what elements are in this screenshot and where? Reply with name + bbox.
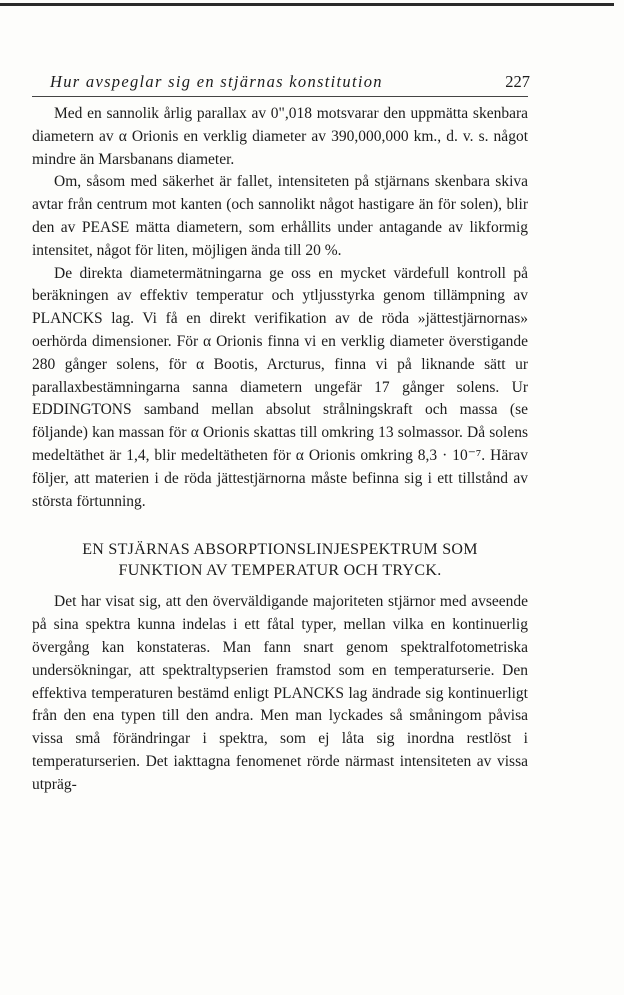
paragraph-3: De direkta diametermätningarna ge oss en mycket värdefull kontroll på beräkningen av effektiv temperatur och ytljusstyrka genom tillämpning av PLANCKS lag. Vi få en direkt verifikation av de röda »jättestjärnornas» oerhörda dimensioner. För α Orionis finna vi en verklig diameter överstigande 280 gånger solens, för α Bootis, Arcturus, finna vi på liknande sätt ur parallaxbestämningarna sanna diametern ungefär 17 gånger solens. Ur EDDINGTONS samband mellan absolut strålningskraft och massa (se följande) kan massan för α Orionis skattas till omkring 13 solmassor. Då solens medeltäthet är 1,4, blir medeltätheten för α Orionis omkring 8,3 · 10⁻⁷. Härav följer, att materien i de röda jättestjärnorna måste befinna sig i ett tillstånd av största förtunning. <box>32 264 528 510</box>
section-heading-line-2: FUNKTION AV TEMPERATUR OCH TRYCK. <box>118 562 442 580</box>
top-border-rule <box>0 3 614 6</box>
section-heading-line-1: EN STJÄRNAS ABSORPTIONSLINJESPEKTRUM SOM <box>82 541 478 559</box>
section-heading <box>32 539 528 581</box>
paragraph-2: Om, såsom med säkerhet är fallet, intensiteten på stjärnans skenbara skiva avtar från centrum mot kanten (och sannolikt något hastigare än för solen), blir den av PEASE mätta diametern, som erhållits under antagande av likformig intensitet, något för liten, möjligen ända till 20 %. <box>32 173 528 259</box>
paragraph-1: Med en sannolik årlig parallax av 0",018 motsvarar den uppmätta skenbara diametern av α Orionis en verklig diameter av 390,000,000 km., d. v. s. något mindre än Marsbanans diameter. <box>32 105 528 168</box>
running-title: Hur avspeglar sig en stjärnas konstitution <box>50 72 383 91</box>
book-page <box>32 70 528 797</box>
header-rule <box>32 96 528 97</box>
page-number: 227 <box>505 72 530 91</box>
running-head <box>32 70 528 94</box>
section-paragraph: Det har visat sig, att den överväldigande majoriteten stjärnor med avseende på sina spektra kunna indelas i ett fåtal typer, mellan vilka en kontinuerlig övergång kan konstateras. Man fann snart genom spektralfotometriska undersökningar, att spektraltypserien framstod som en temperaturserie. Den effektiva temperaturen bestämd enligt PLANCKS lag ändrade sig kontinuerligt från den ena typen till den andra. Men man lyckades så småningom påvisa vissa små förändringar i spektra, som ej låta sig inordna restlöst i temperaturserien. Det iakttagna fenomenet rörde närmast intensiteten av vissa utpräg- <box>32 593 528 793</box>
